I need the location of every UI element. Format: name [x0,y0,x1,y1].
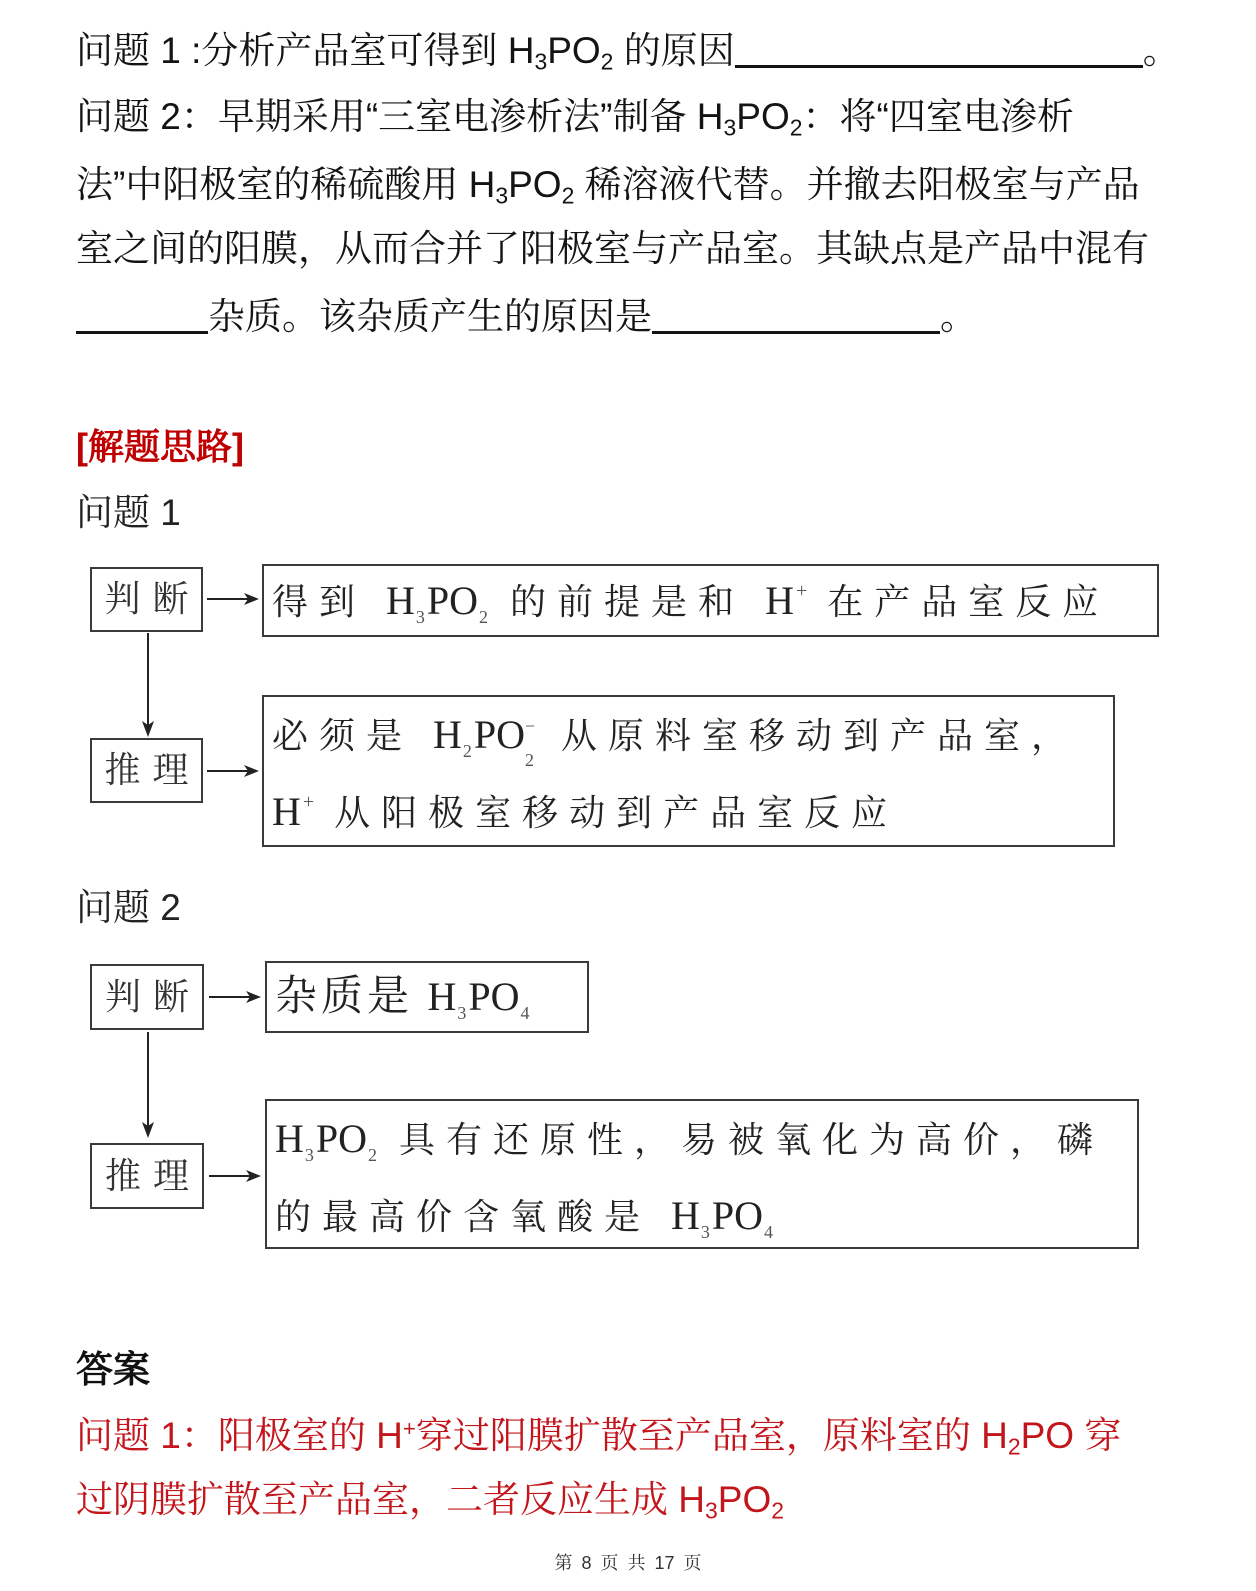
formula-element: PO [468,974,520,1019]
reason-line-1 [272,697,1113,774]
formula-subscript: 3 [705,1497,718,1524]
diagram-text: 具有还原性，易被氧化为高价，磷 [379,1120,1105,1160]
formula-subscript: 2 [561,182,575,209]
formula-element: H [433,712,462,757]
formula-subscript: 2 [600,48,614,75]
formula-element: H [275,1116,304,1161]
answer-blank [76,301,208,334]
formula-element: H [427,974,457,1019]
formula-subscript: 3 [495,182,509,209]
answer-blank [735,35,1143,68]
formula-element: H [981,1415,1008,1456]
diagram-text: 的最高价含氧酸是 [275,1197,672,1237]
judge-label-box [90,964,204,1030]
formula-element: H [386,578,415,623]
question-text: 法”中阳极室的稀硫酸用 [76,164,469,205]
formula-subscript: 2 [771,1497,785,1524]
ion-element: H [376,1415,403,1456]
formula-charge: − [525,716,536,736]
question-text: 问题 1 :分析产品室可得到 [76,30,508,71]
formula-element: H [468,164,496,205]
judge-content-box [265,961,589,1033]
formula-charge-subscript [525,716,541,770]
ion-charge: + [795,580,808,602]
question-1-line [76,29,1180,73]
ion-charge: + [302,791,315,813]
formula-subscript: 2 [1007,1433,1021,1460]
formula [468,164,575,209]
solution-heading: [解题思路] [76,426,244,467]
question-2-line-1 [76,95,1074,139]
formula-subscript: 2 [525,750,535,770]
period: 。 [1142,30,1180,71]
diagram-text: 从阳极室移动到产品室反应 [314,793,899,833]
formula-element: H [678,1479,706,1520]
ion [272,789,314,834]
formula-element: PO [711,1193,764,1238]
formula [427,974,532,1023]
question-2-line-4 [76,295,977,339]
formula-subscript: 3 [723,114,737,141]
formula-subscript: 3 [457,1003,467,1023]
diagram-text: 得到 [272,582,387,622]
question-text: 室之间的阳膜，从而合并了阳极室与产品室。其缺点是产品中混有 [76,228,1149,269]
arrow-right-icon [209,989,261,1005]
diagram-text: 在产品室反应 [807,582,1110,622]
page-number: 第 8 页 共 17 页 [554,1553,702,1573]
formula-subscript: 3 [304,1145,314,1165]
arrow-down-icon [140,633,156,737]
answer-text: 穿 [1074,1415,1122,1456]
ion [765,578,807,623]
arrow-right-icon [207,591,259,607]
arrow-right-icon [207,763,259,779]
answer-text: 过阴膜扩散至产品室，二者反应生成 [76,1479,679,1520]
reason-content-box [265,1099,1139,1249]
formula-element: PO [426,578,479,623]
reason-label-box [90,1143,204,1209]
formula-subscript: 4 [520,1003,530,1023]
diagram-text: 从原料室移动到产品室， [541,716,1079,756]
formula-element: H [671,1193,700,1238]
answer-line-1 [76,1414,1121,1458]
reason-line-2 [272,774,1113,851]
reason-line-1 [275,1101,1137,1178]
formula-subscript: 4 [764,1222,774,1242]
diagram-text: 必须是 [272,716,434,756]
formula-element: PO [508,164,562,205]
period: 。 [940,296,977,337]
ion-element: H [272,789,301,834]
formula-subscript: 2 [789,114,803,141]
question-text: 的原因 [613,30,735,71]
formula-element: PO [717,1479,772,1520]
reason-label-box [90,738,203,803]
formula-element: PO [473,712,526,757]
formula-element: H [696,96,724,137]
arrow-right-icon [209,1168,261,1184]
question-text: 问题 2：早期采用“三室电渗析法”制备 [76,96,697,137]
judge-label: 判断 [104,977,201,1017]
question-text: ：将“四室电渗析 [802,96,1074,137]
formula-element: H [507,30,535,71]
question-2-line-2 [76,163,1140,207]
ion-element: H [765,578,794,623]
formula [507,30,614,75]
ion [376,1415,416,1456]
formula [386,578,490,627]
formula-subscript: 3 [415,607,425,627]
formula-element: PO [547,30,601,71]
judge-label-box [90,567,203,632]
answer-heading: 答案 [76,1349,150,1390]
answer-blank [652,301,940,334]
problem-1-title: 问题 1 [76,492,181,533]
question-2-line-3 [76,227,1149,271]
reason-line-2 [275,1178,1137,1255]
diagram-text: 的前提是和 [490,582,766,622]
answer-line-2 [76,1478,784,1522]
formula-element: PO [1020,1415,1075,1456]
formula-subscript: 3 [700,1222,710,1242]
formula-element: PO [315,1116,368,1161]
question-text: 杂质。该杂质产生的原因是 [208,296,652,337]
formula [433,712,541,770]
formula-subscript: 2 [479,607,489,627]
ion-charge: + [402,1415,416,1441]
formula [275,1116,379,1165]
formula-subscript: 3 [534,48,548,75]
question-text: 稀溶液代替。并撤去阳极室与产品 [574,164,1140,205]
formula [671,1193,775,1242]
formula [678,1479,785,1524]
reason-label: 推理 [104,750,201,790]
formula [696,96,803,141]
reason-content-box [262,695,1115,847]
problem-2-title: 问题 2 [76,887,181,928]
formula [981,1415,1075,1460]
formula-element: PO [736,96,790,137]
formula-subscript: 2 [368,1145,378,1165]
formula-subscript: 2 [462,741,472,761]
diagram-text: 杂质是 [275,974,428,1020]
arrow-down-icon [140,1032,156,1138]
judge-content-box [262,564,1159,637]
answer-text: 问题 1：阳极室的 [76,1415,377,1456]
answer-text: 穿过阳膜扩散至产品室，原料室的 [415,1415,982,1456]
reason-label: 推理 [104,1156,201,1196]
judge-label: 判断 [104,579,201,619]
